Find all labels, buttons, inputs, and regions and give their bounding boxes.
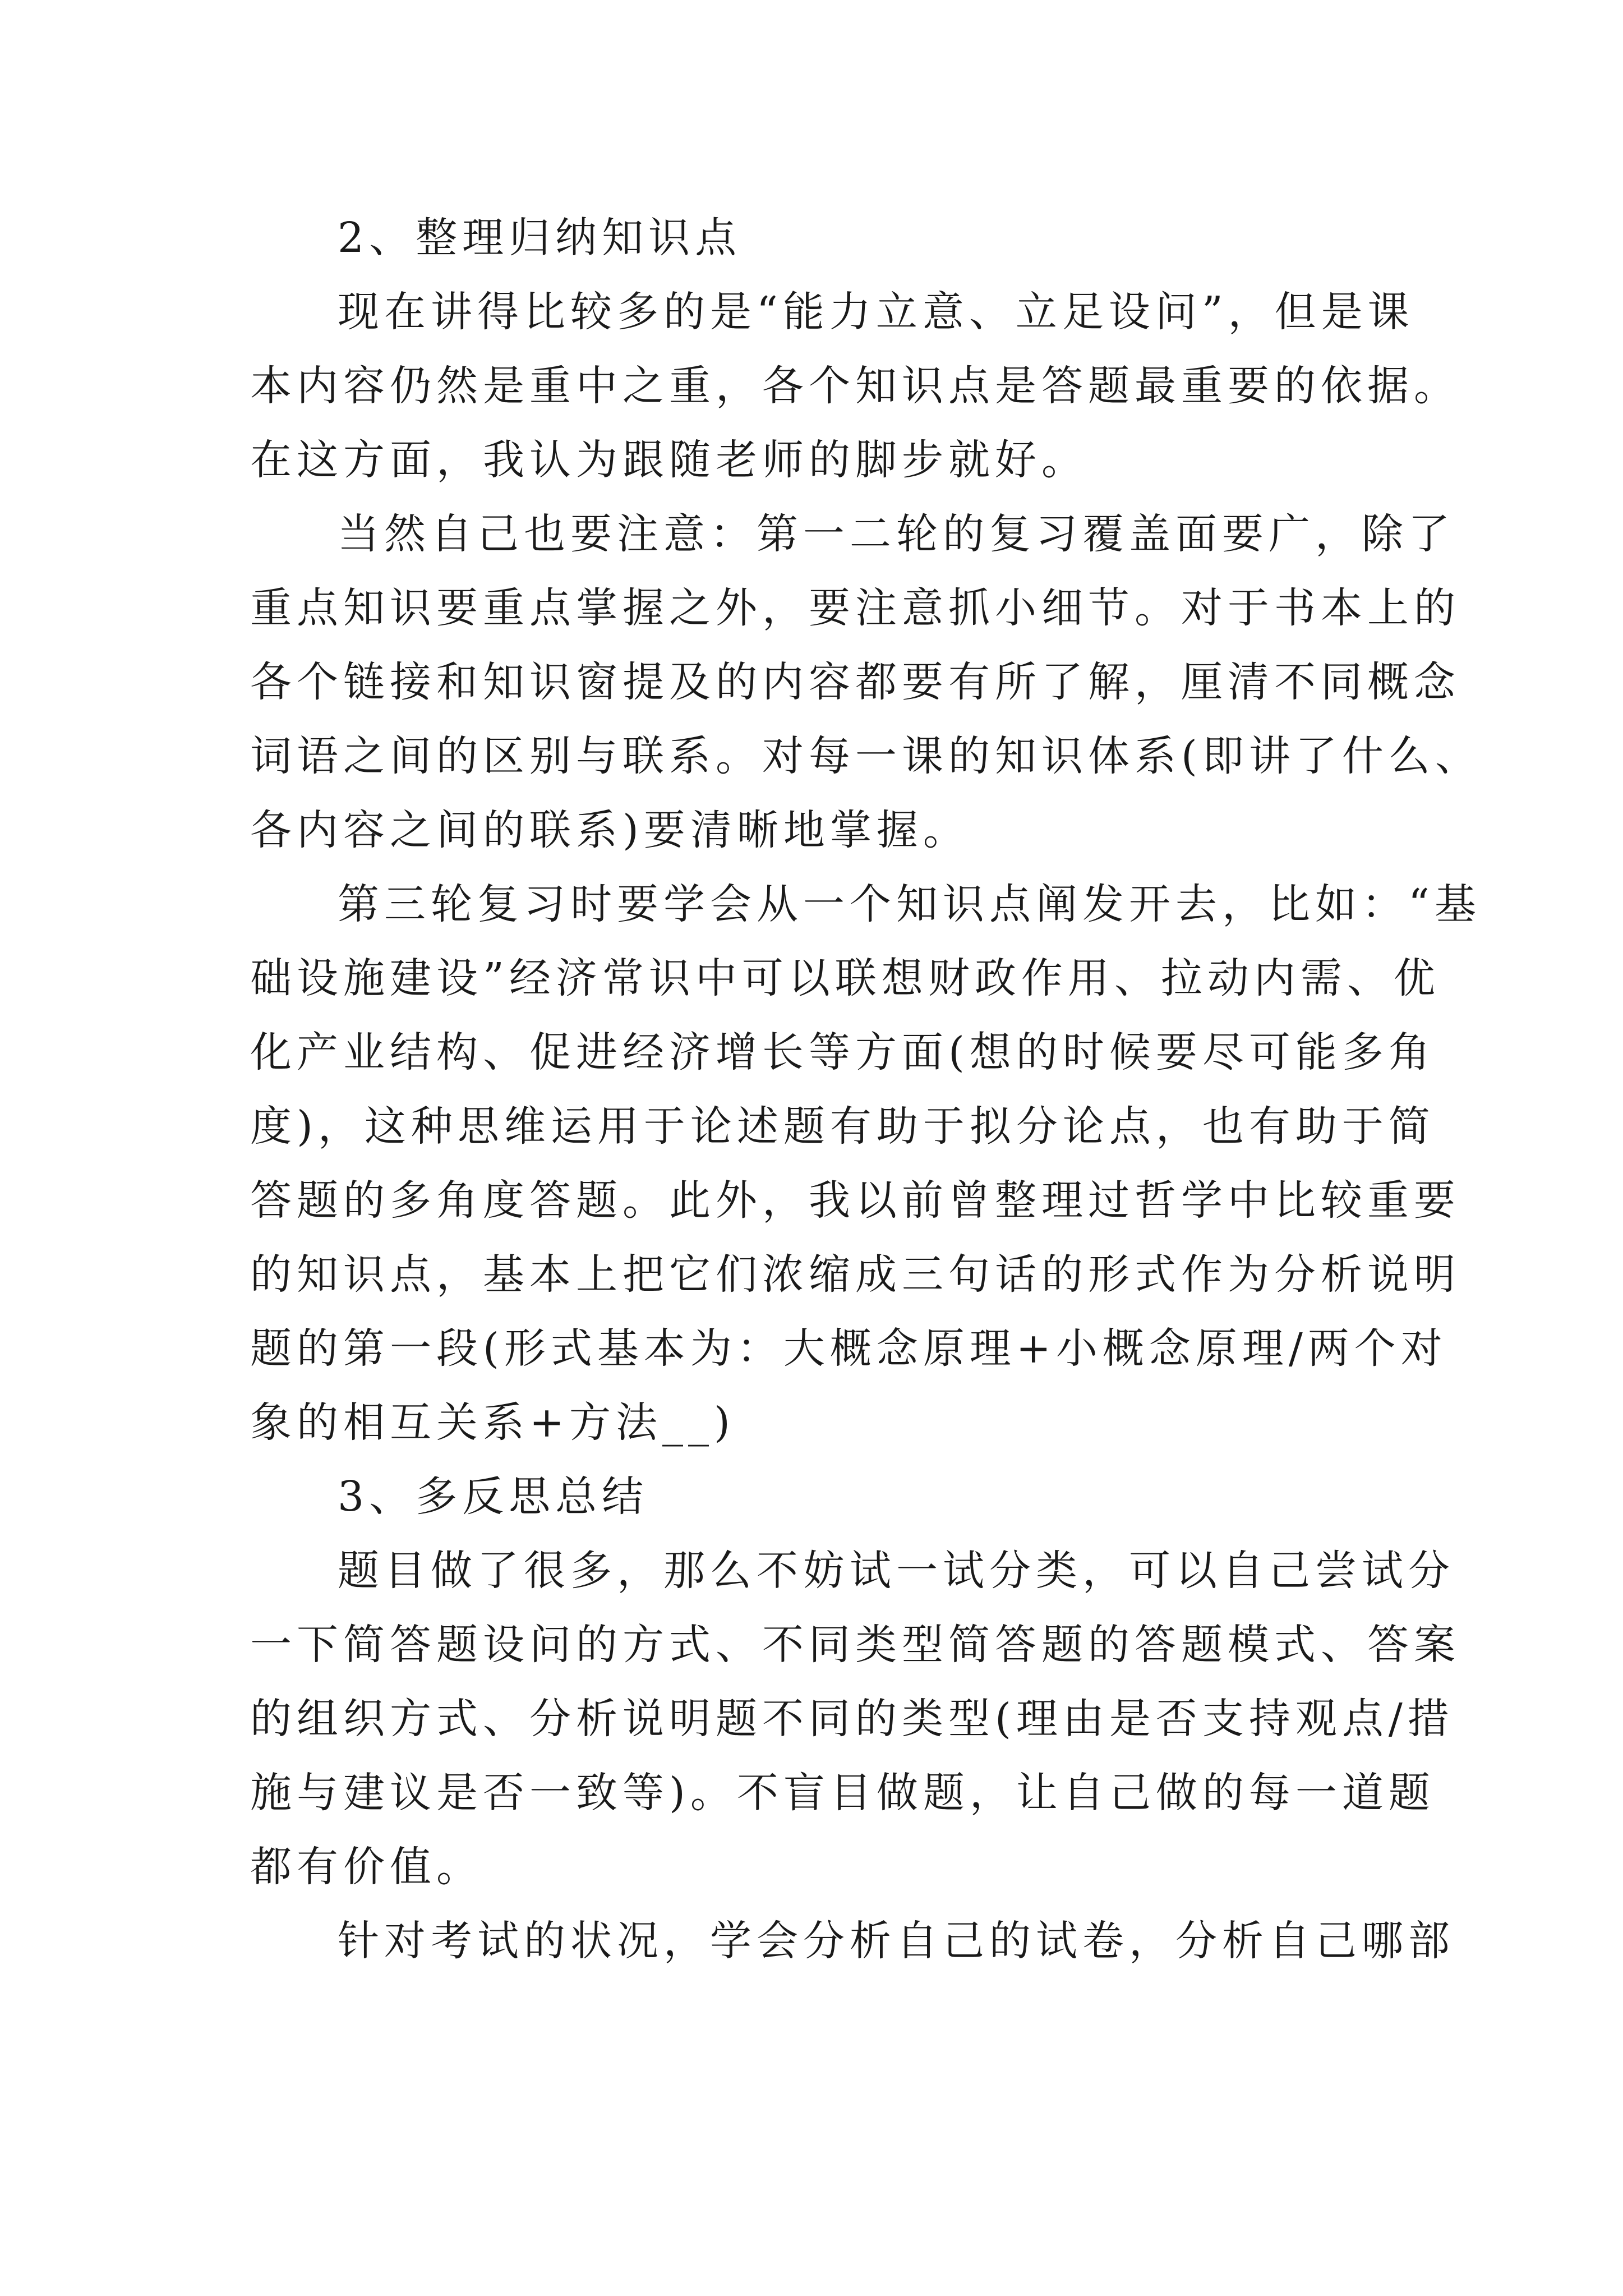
paragraph-line: 象的相互关系+方法__) <box>250 1398 735 1447</box>
paragraph-line: 词语之间的区别与联系。对每一课的知识体系(即讲了什么、 <box>250 732 1482 780</box>
paragraph-line: 重点知识要重点掌握之外，要注意抓小细节。对于书本上的 <box>250 584 1460 632</box>
paragraph-line: 都有价值。 <box>250 1843 483 1891</box>
paragraph-line: 题的第一段(形式基本为：大概念原理+小概念原理/两个对 <box>250 1324 1447 1373</box>
paragraph-line: 第三轮复习时要学会从一个知识点阐发开去，比如：“基 <box>338 880 1481 928</box>
paragraph-line: 一下简答题设问的方式、不同类型简答题的答题模式、答案 <box>250 1621 1460 1669</box>
paragraph-line: 施与建议是否一致等)。不盲目做题，让自己做的每一道题 <box>250 1769 1435 1817</box>
paragraph-line: 题目做了很多，那么不妨试一试分类，可以自己尝试分 <box>338 1547 1455 1595</box>
paragraph-line: 针对考试的状况，学会分析自己的试卷，分析自己哪部 <box>338 1917 1455 1965</box>
paragraph-line: 在这方面，我认为跟随老师的脚步就好。 <box>250 436 1088 484</box>
section-heading-3: 3、多反思总结 <box>338 1473 649 1521</box>
section-heading-2: 2、整理归纳知识点 <box>338 214 742 262</box>
paragraph-line: 各内容之间的联系)要清晰地掌握。 <box>250 806 970 854</box>
paragraph-line: 础设施建设”经济常识中可以联想财政作用、拉动内需、优 <box>250 954 1440 1002</box>
paragraph-line: 化产业结构、促进经济增长等方面(想的时候要尽可能多角 <box>250 1028 1435 1076</box>
paragraph-line: 答题的多角度答题。此外，我以前曾整理过哲学中比较重要 <box>250 1176 1460 1225</box>
paragraph-line: 的知识点，基本上把它们浓缩成三句话的形式作为分析说明 <box>250 1250 1460 1299</box>
paragraph-line: 当然自己也要注意：第一二轮的复习覆盖面要广，除了 <box>338 510 1455 558</box>
paragraph-line: 的组织方式、分析说明题不同的类型(理由是否支持观点/措 <box>250 1695 1454 1743</box>
paragraph-line: 本内容仍然是重中之重，各个知识点是答题最重要的依据。 <box>250 362 1460 410</box>
paragraph-line: 各个链接和知识窗提及的内容都要有所了解，厘清不同概念 <box>250 658 1460 706</box>
paragraph-line: 度)，这种思维运用于论述题有助于拟分论点，也有助于简 <box>250 1102 1435 1151</box>
paragraph-line: 现在讲得比较多的是“能力立意、立足设问”，但是课 <box>338 288 1414 336</box>
